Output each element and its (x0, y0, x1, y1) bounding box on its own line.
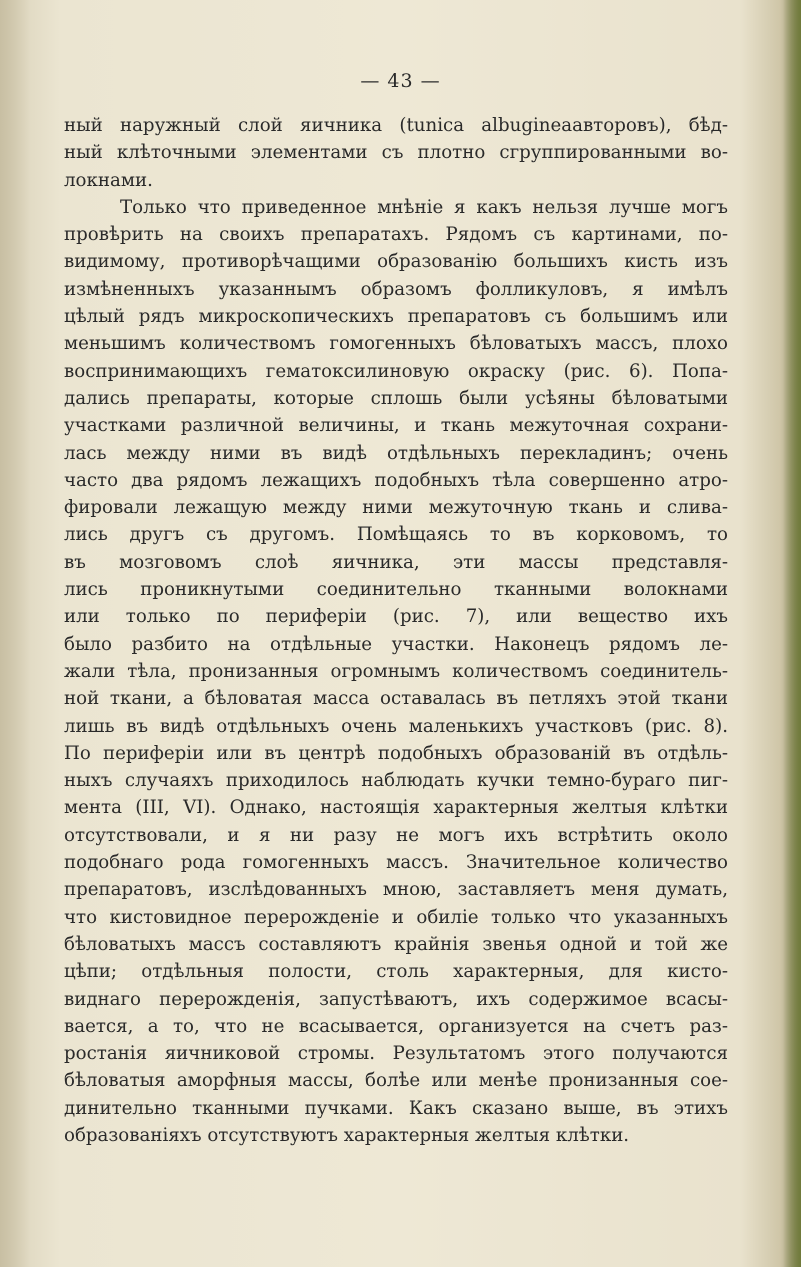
text-line: препаратовъ, изслѣдованныхъ мною, заставляетъ меня думать, (64, 879, 728, 901)
text-line: бѣловатыя аморфныя массы, болѣе или менѣе пронизанныя сое- (64, 1070, 728, 1092)
text-line: По периферіи или въ центрѣ подобныхъ образованій въ отдѣль- (64, 742, 728, 764)
text-line: измѣненныхъ указаннымъ образомъ фолликуловъ, я имѣлъ (64, 278, 728, 300)
text-line: образованіяхъ отсутствуютъ характерныя желтыя клѣтки. (64, 1124, 630, 1146)
text-line: воспринимающихъ гематоксилиновую окраску (рис. 6). Попа- (64, 360, 728, 382)
text-line: бѣловатыхъ массъ составляютъ крайнія звенья одной и той же (64, 933, 728, 955)
text-line: цѣлый рядъ микроскопическихъ препаратовъ съ большимъ или (64, 306, 728, 328)
text-line: меньшимъ количествомъ гомогенныхъ бѣловатыхъ массъ, плохо (64, 333, 728, 355)
text-line: ный клѣточными элементами съ плотно сгруппированными во- (64, 142, 728, 164)
text-line: лишь въ видѣ отдѣльныхъ очень маленькихъ участковъ (рис. 8). (64, 715, 728, 737)
text-line: жали тѣла, пронизанныя огромнымъ количествомъ соединитель- (64, 660, 728, 682)
text-line: локнами. (64, 169, 153, 191)
text-line: дались препараты, которые сплошь были усѣяны бѣловатыми (64, 387, 728, 409)
text-line: участками различной величины, и ткань межуточная сохрани- (64, 415, 728, 437)
text-line: ной ткани, а бѣловатая масса оставалась въ петляхъ этой ткани (64, 688, 728, 710)
text-line: ный наружный слой яичника (tunica albugineaавторовъ), бѣд- (64, 115, 728, 136)
text-line: ныхъ случаяхъ приходилось наблюдать кучки темно-бураго пиг- (64, 770, 728, 792)
text-line: ростанія яичниковой стромы. Результатомъ этого получаются (64, 1043, 728, 1065)
text-line: было разбито на отдѣльные участки. Наконецъ рядомъ ле- (64, 633, 728, 655)
text-line: что кистовидное перерожденіе и обиліе только что указанныхъ (64, 906, 728, 928)
text-line: провѣрить на своихъ препаратахъ. Рядомъ съ картинами, по- (64, 224, 728, 246)
text-line: фировали лежащую между ними межуточную ткань и слива- (64, 497, 728, 519)
page-number: — 43 — (360, 70, 441, 92)
text-line: видимому, противорѣчащими образованію большихъ кисть изъ (64, 251, 728, 273)
text-line: виднаго перерожденія, запустѣваютъ, ихъ содержимое всасы- (64, 988, 728, 1010)
page-shadow-left (0, 0, 30, 1267)
text-line: Только что приведенное мнѣніе я какъ нельзя лучше могъ (120, 196, 728, 218)
text-line: отсутствовали, и я ни разу не могъ ихъ встрѣтить около (64, 824, 728, 846)
text-line: часто два рядомъ лежащихъ подобныхъ тѣла совершенно атро- (64, 469, 728, 491)
text-line: подобнаго рода гомогенныхъ массъ. Значительное количество (64, 852, 728, 874)
text-line: лась между ними въ видѣ отдѣльныхъ перекладинъ; очень (64, 442, 728, 464)
text-line: мента (III, VI). Однако, настоящія характерныя желтыя клѣтки (64, 797, 728, 819)
text-line: или только по периферіи (рис. 7), или вещество ихъ (64, 606, 728, 628)
text-line: цѣпи; отдѣльныя полости, столь характерныя, для кисто- (64, 961, 728, 983)
text-line: вается, а то, что не всасывается, организуется на счетъ раз- (64, 1015, 728, 1037)
text-line: лись проникнутыми соединительно тканными волокнами (64, 579, 728, 601)
text-line: въ мозговомъ слоѣ яичника, эти массы представля- (64, 551, 728, 573)
body-text (64, 112, 728, 1149)
text-line: динительно тканными пучками. Какъ сказано выше, въ этихъ (64, 1097, 728, 1119)
page-edge-right (783, 0, 801, 1267)
text-line: лись другъ съ другомъ. Помѣщаясь то въ корковомъ, то (64, 524, 728, 546)
